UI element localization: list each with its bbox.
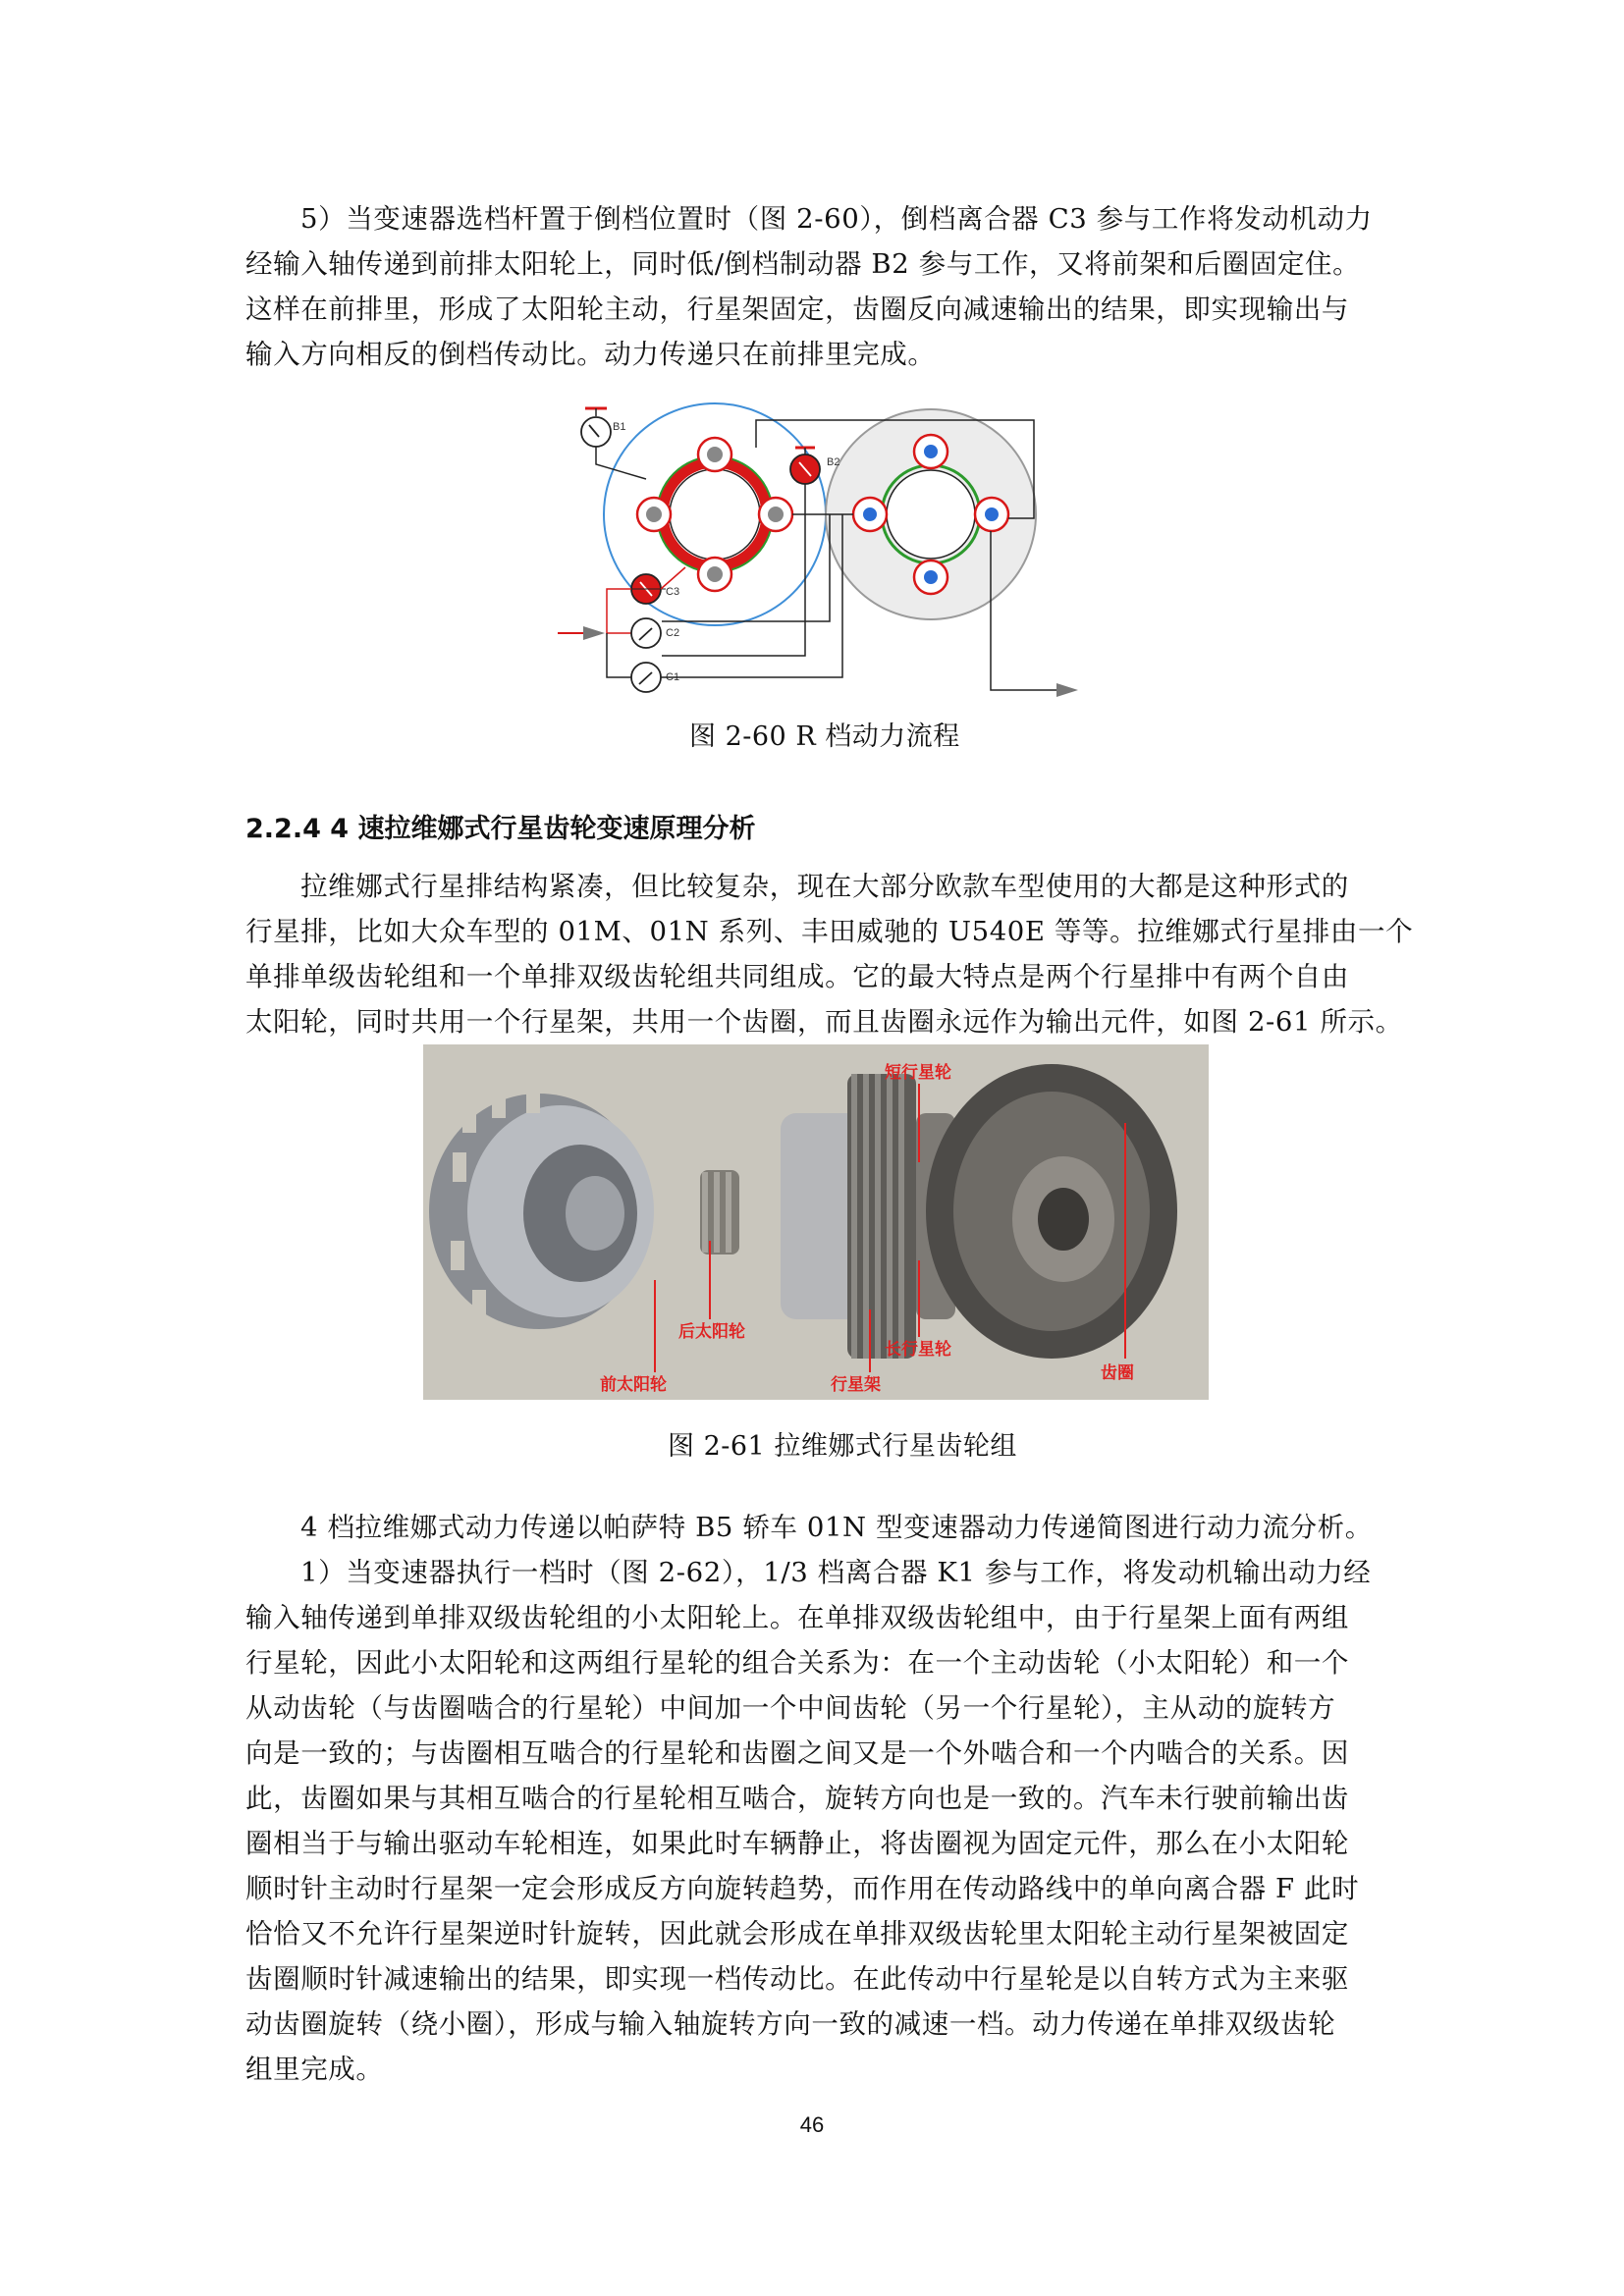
svg-text:C2: C2 xyxy=(666,627,680,639)
text-line: 圈相当于与输出驱动车轮相连，如果此时车辆静止，将齿圈视为固定元件，那么在小太阳轮 xyxy=(245,1828,1349,1859)
figure-2-61-caption: 图 2-61 拉维娜式行星齿轮组 xyxy=(668,1431,1017,1462)
svg-text:C3: C3 xyxy=(666,586,680,598)
paragraph-ravigneaux-intro xyxy=(245,864,1414,1044)
text-line: 行星排，比如大众车型的 01M、01N 系列、丰田威驰的 U540E 等等。拉维娜式行星排由一个 xyxy=(245,916,1414,947)
text-line: 此，齿圈如果与其相互啮合的行星轮相互啮合，旋转方向也是一致的。汽车未行驶前输出齿 xyxy=(245,1783,1349,1814)
text-line: 输入方向相反的倒档传动比。动力传递只在前排里完成。 xyxy=(245,339,936,370)
text-line: 动齿圈旋转（绕小圈），形成与输入轴旋转方向一致的减速一档。动力传递在单排双级齿轮 xyxy=(245,2008,1336,2040)
text-line: 太阳轮，同时共用一个行星架，共用一个齿圈，而且齿圈永远作为输出元件，如图 2-61 所示。 xyxy=(245,1006,1403,1038)
text-line: 齿圈顺时针减速输出的结果，即实现一档传动比。在此传动中行星轮是以自转方式为主来驱 xyxy=(245,1963,1349,1995)
front-sun-gear xyxy=(670,469,760,560)
text-line: 这样在前排里，形成了太阳轮主动，行星架固定，齿圈反向减速输出的结果，即实现输出与 xyxy=(245,294,1349,325)
svg-text:C1: C1 xyxy=(666,671,680,683)
rear-planetary-set xyxy=(826,409,1036,619)
text-line: 1）当变速器执行一档时（图 2-62），1/3 档离合器 K1 参与工作，将发动机输出动力经 xyxy=(300,1557,1372,1588)
text-line: 从动齿轮（与齿圈啮合的行星轮）中间加一个中间齿轮（另一个行星轮），主从动的旋转方 xyxy=(245,1692,1336,1724)
text-line: 行星轮，因此小太阳轮和这两组行星轮的组合关系为：在一个主动齿轮（小太阳轮）和一个 xyxy=(245,1647,1349,1679)
svg-text:短行星轮: 短行星轮 xyxy=(885,1063,951,1083)
svg-text:行星架: 行星架 xyxy=(831,1375,881,1395)
figure-2-60-diagram xyxy=(548,400,1098,715)
rear-sun-gear xyxy=(887,470,975,559)
ring-gear-part xyxy=(926,1064,1177,1359)
paragraph-reverse-gear xyxy=(245,196,1386,377)
text-line: 输入轴传递到单排双级齿轮组的小太阳轮上。在单排双级齿轮组中，由于行星架上面有两组 xyxy=(245,1602,1349,1633)
section-heading: 2.2.4 4 速拉维娜式行星齿轮变速原理分析 xyxy=(245,814,756,844)
svg-text:长行星轮: 长行星轮 xyxy=(885,1340,951,1360)
text-line: 恰恰又不允许行星架逆时针旋转，因此就会形成在单排双级齿轮里太阳轮主动行星架被固定 xyxy=(245,1918,1349,1949)
paragraph-passat-b5 xyxy=(245,1505,1386,1550)
text-line: 单排单级齿轮组和一个单排双级齿轮组共同组成。它的最大特点是两个行星排中有两个自由 xyxy=(245,961,1349,992)
text-line: 4 档拉维娜式动力传递以帕萨特 B5 轿车 01N 型变速器动力传递简图进行动力流分析。 xyxy=(300,1512,1373,1543)
paragraph-first-gear xyxy=(245,1550,1386,2092)
text-line: 经输入轴传递到前排太阳轮上，同时低/倒档制动器 B2 参与工作，又将前架和后圈固定住。 xyxy=(245,248,1361,280)
figure-2-61-photo xyxy=(423,1044,1209,1400)
svg-text:B1: B1 xyxy=(613,421,626,433)
svg-text:B2: B2 xyxy=(827,456,840,468)
svg-text:前太阳轮: 前太阳轮 xyxy=(600,1375,667,1395)
text-line: 拉维娜式行星排结构紧凑，但比较复杂，现在大部分欧款车型使用的大都是这种形式的 xyxy=(300,871,1349,902)
text-line: 向是一致的；与齿圈相互啮合的行星轮和齿圈之间又是一个外啮合和一个内啮合的关系。因 xyxy=(245,1737,1349,1769)
text-line: 5）当变速器选档杆置于倒档位置时（图 2-60），倒档离合器 C3 参与工作将发动机动力 xyxy=(300,203,1373,235)
rear-sun-gear-part xyxy=(700,1170,739,1255)
figure-2-60-caption: 图 2-60 R 档动力流程 xyxy=(689,721,960,752)
text-line: 顺时针主动时行星架一定会形成反方向旋转趋势，而作用在传动路线中的单向离合器 F 此时 xyxy=(245,1873,1360,1904)
text-line: 组里完成。 xyxy=(245,2054,384,2085)
svg-text:齿圈: 齿圈 xyxy=(1101,1363,1134,1383)
page-number: 46 xyxy=(799,2112,825,2137)
svg-text:后太阳轮: 后太阳轮 xyxy=(678,1322,745,1342)
